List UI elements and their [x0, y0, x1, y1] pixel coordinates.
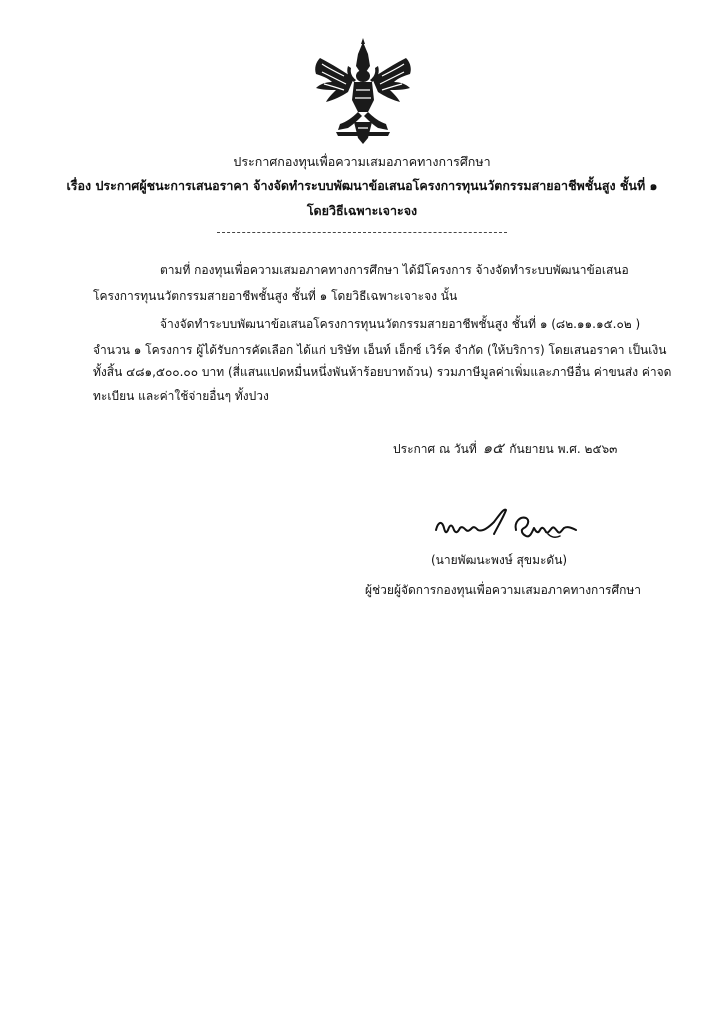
paragraph-2-line-2: จำนวน ๑ โครงการ ผู้ได้รับการคัดเลือก ได้แก่ บริษัท เอ็นท์ เอ็กซ์ เวิร์ค จำกัด (ให้บริการ) โดยเสนอราคา เป็นเงิน: [93, 343, 667, 357]
date-day-handwritten: ๑๕: [482, 439, 504, 457]
signer-position: ผู้ช่วยผู้จัดการกองทุนเพื่อความเสมอภาคทางการศึกษา: [365, 583, 642, 597]
date-month-year: กันยายน พ.ศ. ๒๕๖๓: [509, 442, 618, 456]
paragraph-2-line-1: จ้างจัดทำระบบพัฒนาข้อเสนอโครงการทุนนวัตกรรมสายอาชีพชั้นสูง ชั้นที่ ๑ (๘๒.๑๑.๑๕.๐๒ ): [160, 317, 641, 331]
paragraph-2-line-4: ทะเบียน และค่าใช้จ่ายอื่นๆ ทั้งปวง: [93, 389, 269, 403]
subject-line: เรื่อง ประกาศผู้ชนะการเสนอราคา จ้างจัดทำระบบพัฒนาข้อเสนอโครงการทุนนวัตกรรมสายอาชีพชั้นสูง ชั้นที่ ๑: [66, 178, 658, 193]
paragraph-1-line-1: ตามที่ กองทุนเพื่อความเสมอภาคทางการศึกษา ได้มีโครงการ จ้างจัดทำระบบพัฒนาข้อเสนอ: [160, 263, 629, 277]
date-prefix: ประกาศ ณ วันที่: [393, 442, 477, 456]
paragraph-2-line-3: ทั้งสิ้น ๔๘๑,๕๐๐.๐๐ บาท (สี่แสนแปดหมื่นหนึ่งพันห้าร้อยบาทถ้วน) รวมภาษีมูลค่าเพิ่มและภาษีอื่น ค่าขนส่ง ค่าจด: [93, 365, 672, 379]
garuda-emblem-icon: [308, 38, 418, 146]
procurement-method: โดยวิธีเฉพาะเจาะจง: [306, 203, 418, 218]
announcement-heading: ประกาศกองทุนเพื่อความเสมอภาคทางการศึกษา: [233, 154, 491, 169]
separator-divider: [217, 232, 507, 233]
announcement-date: [393, 440, 617, 457]
signer-name: (นายพัฒนะพงษ์ สุขมะดัน): [431, 553, 568, 567]
handwritten-signature-icon: [430, 500, 590, 548]
paragraph-1-line-2: โครงการทุนนวัตกรรมสายอาชีพชั้นสูง ชั้นที่ ๑ โดยวิธีเฉพาะเจาะจง นั้น: [93, 289, 458, 303]
